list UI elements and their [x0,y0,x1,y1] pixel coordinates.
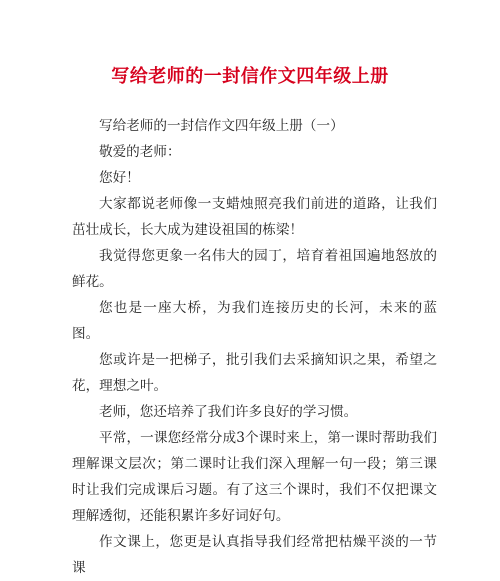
paragraph-subtitle: 写给老师的一封信作文四年级上册（一） [99,118,344,134]
paragraph-greeting: 您好！ [99,170,140,186]
paragraph: 作文课上，您更是认真指导我们经常把枯燥平淡的一节课 [72,534,437,576]
document-body [72,113,437,581]
paragraph: 您也是一座大桥，为我们连接历史的长河，未来的蓝图。 [72,300,437,342]
paragraph: 您或许是一把梯子，批引我们去采摘知识之果，希望之花，理想之叶。 [72,352,437,394]
document-title: 写给老师的一封信作文四年级上册 [111,66,389,87]
paragraph: 老师，您还培养了我们许多良好的学习惯。 [99,404,358,420]
paragraph: 平常，一课您经常分成3个课时来上，第一课时帮助我们理解课文层次；第二课时让我们深入理解一句一段；第三课时让我们完成课后习题。有了这三个课时，我们不仅把课文理解透彻，还能积累许多好词好句。 [72,430,437,524]
paragraph: 大家都说老师像一支蜡烛照亮我们前进的道路，让我们茁壮成长，长大成为建设祖国的栋梁！ [72,196,437,238]
paragraph: 我觉得您更象一名伟大的园丁，培育着祖国遍地怒放的鲜花。 [72,248,437,290]
paragraph-salutation: 敬爱的老师： [99,144,181,160]
